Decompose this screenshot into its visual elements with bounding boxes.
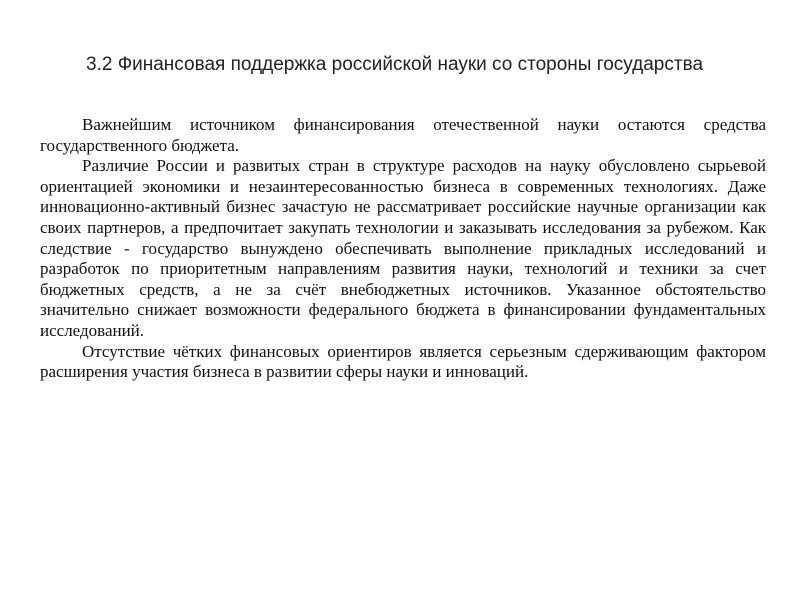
slide-body bbox=[40, 115, 766, 383]
slide-title: 3.2 Финансовая поддержка российской науки со стороны государства bbox=[86, 54, 704, 75]
paragraph-russia-comparison: Различие России и развитых стран в структуре расходов на науку обусловлено сырьевой ориентацией экономики и незаинтересованностью бизнеса в современных технологиях. Даже инновационно-активный бизнес зачастую не рассматривает российские научные организации как своих партнеров, а предпочитает закупать технологии и заказывать исследования за рубежом. Как следствие - государство вынуждено обеспечивать выполнение прикладных исследований и разработок по приоритетным направлениям развития науки, технологий и техники за счет бюджетных средств, а не за счёт внебюджетных источников. Указанное обстоятельство значительно снижает возможности федерального бюджета в финансировании фундаментальных исследований. bbox=[40, 156, 766, 340]
paragraph-financial-guidelines: Отсутствие чётких финансовых ориентиров является серьезным сдерживающим фактором расширения участия бизнеса в развитии сферы науки и инноваций. bbox=[40, 341, 766, 382]
paragraph-budget-source: Важнейшим источником финансирования отечественной науки остаются средства государственного бюджета. bbox=[40, 115, 766, 155]
